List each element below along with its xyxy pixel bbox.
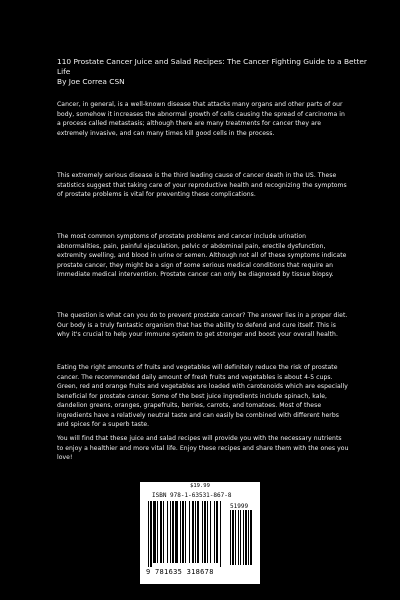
book-title-line-1: 110 Prostate Cancer Juice and Salad Recipes: The Cancer Fighting Guide to a Better [57, 57, 367, 66]
paragraph-statistics: This extremely serious disease is the third leading cause of cancer death in the US. These statistics suggest that taking care of your reproductive health and recognizing the symptoms of prostate problems is vital for preventing these complications. [57, 172, 347, 198]
paragraph-closing: You will find that these juice and salad recipes will provide you with the necessary nutrients to enjoy a healthier and more vital life. Enjoy these recipes and share them with the ones you love! [57, 435, 349, 461]
barcode-label [140, 482, 260, 584]
title-block [57, 57, 367, 87]
isbn-text: ISBN 978-1-63531-867-8 [152, 492, 232, 499]
paragraph-cancer-overview: Cancer, in general, is a well-known disease that attacks many organs and other parts of our body, somehow it increases the abnormal growth of cells causing the spread of carcinoma in a process called metastasis; although there are many treatments for cancer they are extremely invasive, and can many times kill good cells in the process. [57, 101, 345, 137]
paragraph-symptoms: The most common symptoms of prostate problems and cancer include urination abnormalities, pain, painful ejaculation, pelvic or abdominal pain, erectile dysfunction, extremity swelling, and blood in urine or semen. Although not all of these symptoms indicate prostate cancer, they might be a sign of some serious medical conditions that require an immediate medical intervention. Prostate cancer can only be diagnosed by tissue biopsy. [57, 233, 347, 278]
price-text: $19.99 [190, 483, 210, 489]
paragraph-prevention: The question is what can you do to prevent prostate cancer? The answer lies in a proper diet. Our body is a truly fantastic organism that has the ability to defend and cure itself. This is why it's crucial to help your immune system to get stronger and boost your overall health. [57, 312, 348, 338]
barcode-bars-icon [148, 501, 254, 569]
paragraph-diet: Eating the right amounts of fruits and vegetables will definitely reduce the risk of prostate cancer. The recommended daily amount of fresh fruits and vegetables is about 4-5 cups. Green, red and orange fruits and vegetables are loaded with carotenoids which are especially beneficial for prostate cancer. Some of the best juice ingredients include spinach, kale, dandelion greens, oranges, grapefruits, berries, carrots, and tomatoes. Most of these ingredients have a relatively neutral taste and can easily be combined with different herbs and spices for a superb taste. [57, 364, 348, 428]
book-title-line-2: Life [57, 67, 71, 76]
author-line: By Joe Correa CSN [57, 77, 125, 86]
ean-number: 9 781635 318678 [146, 568, 214, 576]
price-addon-number: 51999 [230, 503, 249, 510]
